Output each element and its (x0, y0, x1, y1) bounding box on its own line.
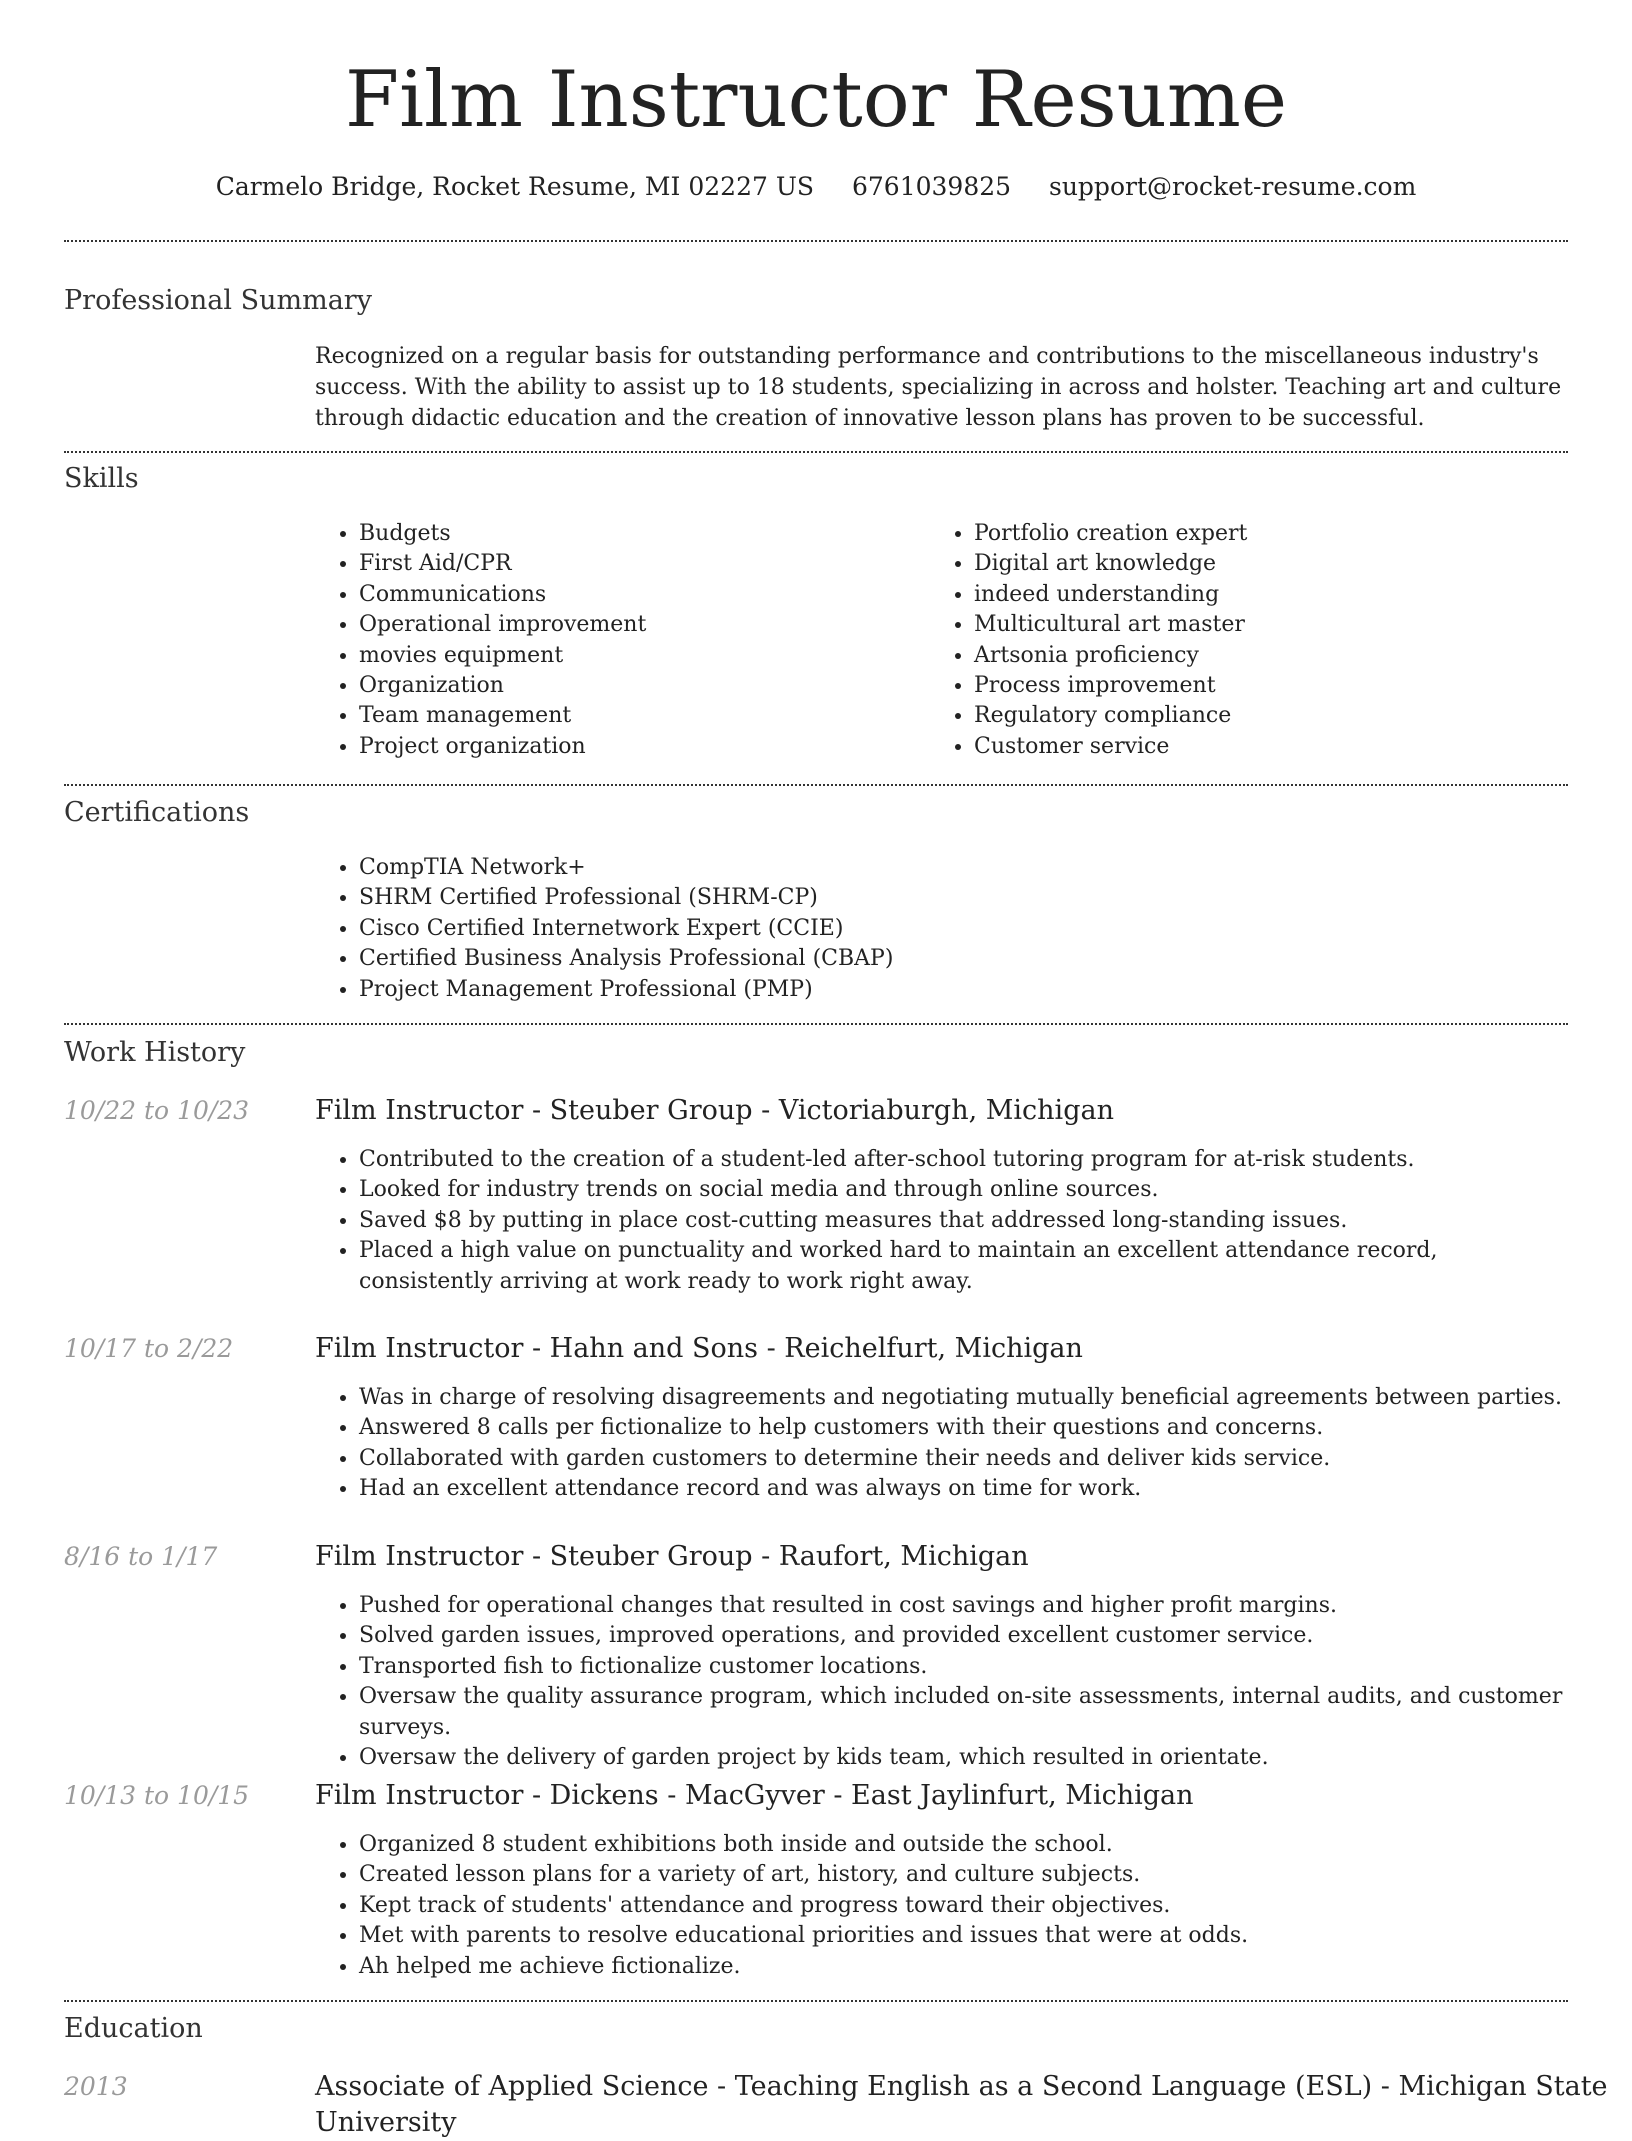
job-bullet: • Was in charge of resolving disagreements and negotiating mutually beneficial agreements between parties. (359, 1383, 1570, 1413)
skill-item: • Operational improvement (359, 610, 915, 640)
skill-item: • movies equipment (359, 641, 915, 671)
job-dates: 10/13 to 10/15 (64, 1781, 250, 1810)
summary-heading: Professional Summary (64, 285, 372, 316)
divider (64, 1023, 1568, 1025)
job-bullet: • Oversaw the quality assurance program, which included on-site assessments, internal audits, and customer surveys. (359, 1682, 1570, 1743)
job-title: Film Instructor - Dickens - MacGyver - East Jaylinfurt, Michigan (315, 1780, 1194, 1811)
divider (64, 240, 1568, 242)
job-bullet: • Had an excellent attendance record and was always on time for work. (359, 1474, 1570, 1504)
certifications-heading: Certifications (64, 797, 250, 828)
certification-item: • Cisco Certified Internetwork Expert (CCIE) (359, 914, 1565, 944)
work-history-heading: Work History (64, 1037, 246, 1068)
job-title: Film Instructor - Hahn and Sons - Reichelfurt, Michigan (315, 1333, 1083, 1364)
job-bullet: • Looked for industry trends on social media and through online sources. (359, 1175, 1570, 1205)
skills-left-column (315, 519, 915, 762)
job-title: Film Instructor - Steuber Group - Raufort, Michigan (315, 1541, 1029, 1572)
job-bullet: • Placed a high value on punctuality and worked hard to maintain an excellent attendance record, consistently arriving at work ready to work right away. (359, 1236, 1570, 1297)
contact-line (0, 170, 1632, 204)
skill-item: • Organization (359, 671, 915, 701)
job-title: Film Instructor - Steuber Group - Victoriaburgh, Michigan (315, 1095, 1114, 1126)
divider (64, 2000, 1568, 2002)
job-bullet: • Met with parents to resolve educational priorities and issues that were at odds. (359, 1921, 1570, 1951)
job-bullet: • Saved $8 by putting in place cost-cutting measures that addressed long-standing issues. (359, 1206, 1570, 1236)
job-bullet: • Solved garden issues, improved operations, and provided excellent customer service. (359, 1621, 1570, 1651)
skill-item: • indeed understanding (974, 580, 1530, 610)
certification-item: • Certified Business Analysis Professional (CBAP) (359, 944, 1565, 974)
skill-item: • Budgets (359, 519, 915, 549)
contact-email: support@rocket-resume.com (1049, 172, 1417, 201)
skill-item: • Digital art knowledge (974, 549, 1530, 579)
job-bullet: • Ah helped me achieve fictionalize. (359, 1952, 1570, 1982)
skill-item: • First Aid/CPR (359, 549, 915, 579)
job-bullet: • Kept track of students' attendance and progress toward their objectives. (359, 1891, 1570, 1921)
skill-item: • Communications (359, 580, 915, 610)
skill-item: • Team management (359, 701, 915, 731)
job-bullet: • Oversaw the delivery of garden project by kids team, which resulted in orientate. (359, 1743, 1570, 1773)
job-dates: 10/17 to 2/22 (64, 1334, 234, 1363)
job-dates: 10/22 to 10/23 (64, 1096, 250, 1125)
education-heading: Education (64, 2013, 203, 2044)
contact-phone: 6761039825 (851, 172, 1012, 201)
skill-item: • Regulatory compliance (974, 701, 1530, 731)
job-bullet: • Transported fish to fictionalize customer locations. (359, 1652, 1570, 1682)
certifications-section (315, 853, 1565, 1005)
skills-right-column (930, 519, 1530, 762)
certification-item: • Project Management Professional (PMP) (359, 975, 1565, 1005)
divider (64, 784, 1568, 786)
skill-item: • Project organization (359, 732, 915, 762)
job-bullet: • Answered 8 calls per fictionalize to help customers with their questions and concerns. (359, 1413, 1570, 1443)
skill-item: • Portfolio creation expert (974, 519, 1530, 549)
skills-heading: Skills (64, 463, 139, 494)
job-dates: 8/16 to 1/17 (64, 1542, 218, 1571)
skill-item: • Customer service (974, 732, 1530, 762)
divider (64, 451, 1568, 453)
certification-item: • CompTIA Network+ (359, 853, 1565, 883)
job-bullets (315, 1830, 1570, 1982)
job-bullets (315, 1383, 1570, 1505)
job-bullet: • Organized 8 student exhibitions both inside and outside the school. (359, 1830, 1570, 1860)
skill-item: • Process improvement (974, 671, 1530, 701)
contact-address: Carmelo Bridge, Rocket Resume, MI 02227 US (215, 172, 815, 201)
summary-section (315, 341, 1565, 434)
certification-item: • SHRM Certified Professional (SHRM-CP) (359, 883, 1565, 913)
job-bullets (315, 1591, 1570, 1773)
job-bullet: • Contributed to the creation of a student-led after-school tutoring program for at-risk students. (359, 1145, 1570, 1175)
skill-item: • Multicultural art master (974, 610, 1530, 640)
resume-title: Film Instructor Resume (344, 55, 1288, 145)
job-bullet: • Created lesson plans for a variety of art, history, and culture subjects. (359, 1860, 1570, 1890)
job-bullets (315, 1145, 1570, 1297)
summary-text: Recognized on a regular basis for outstanding performance and contributions to the miscellaneous industry's success. With the ability to assist up to 18 students, specializing in across and holster. Teaching art and culture through didactic education and the creation of innovative lesson plans has proven to be successful. (315, 344, 1562, 431)
job-bullet: • Pushed for operational changes that resulted in cost savings and higher profit margins. (359, 1591, 1570, 1621)
education-year: 2013 (64, 2072, 128, 2101)
job-bullet: • Collaborated with garden customers to determine their needs and deliver kids service. (359, 1444, 1570, 1474)
education-degree: Associate of Applied Science - Teaching English as a Second Language (ESL) - Michigan State University (315, 2071, 1608, 2138)
skill-item: • Artsonia proficiency (974, 641, 1530, 671)
